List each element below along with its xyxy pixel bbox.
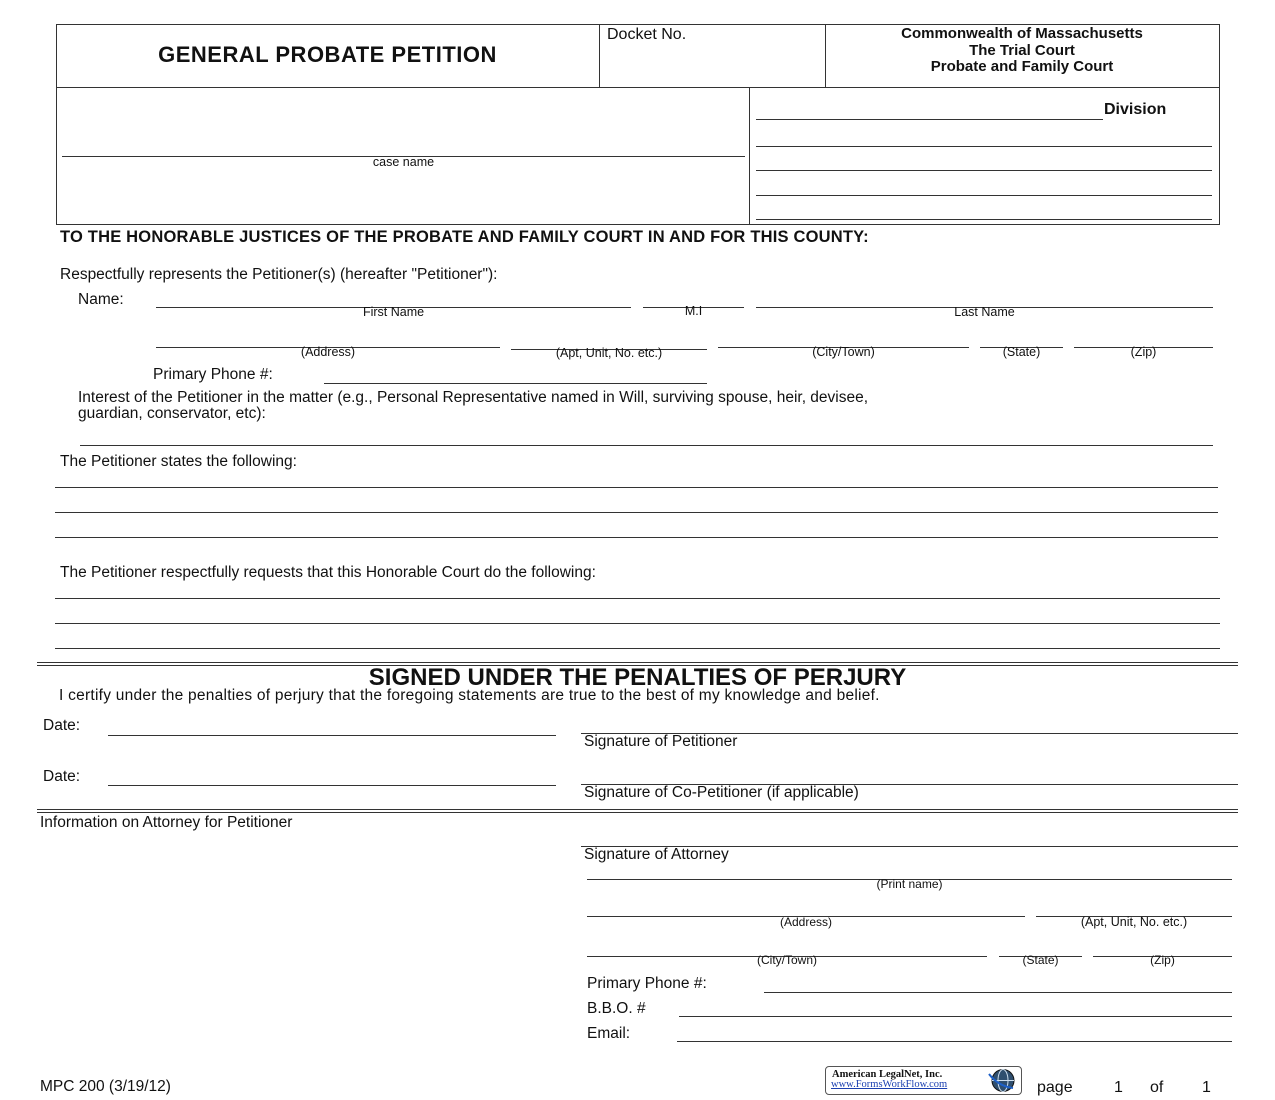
states-line-3[interactable]: [55, 537, 1218, 538]
globe-icon: [986, 1068, 1016, 1098]
attorney-state-caption: (State): [1022, 953, 1059, 967]
case-name-caption: case name: [372, 155, 435, 169]
page-number: 1: [1114, 1079, 1123, 1096]
requests-line-3[interactable]: [55, 648, 1220, 649]
attorney-apt-caption: (Apt, Unit, No. etc.): [1080, 915, 1188, 929]
attorney-bbo-field[interactable]: [679, 1016, 1232, 1017]
attorney-section-label: Information on Attorney for Petitioner: [40, 814, 293, 831]
first-name-caption: First Name: [362, 305, 425, 319]
attorney-email-label: Email:: [587, 1025, 631, 1042]
requests-line-1[interactable]: [55, 598, 1220, 599]
states-line-1[interactable]: [55, 487, 1218, 488]
perjury-heading: SIGNED UNDER THE PENALTIES OF PERJURY: [368, 664, 907, 691]
attorney-address-caption: (Address): [779, 915, 832, 929]
attorney-signature-caption: Signature of Attorney: [584, 846, 729, 863]
interest-field[interactable]: [80, 445, 1213, 446]
attorney-email-field[interactable]: [677, 1041, 1232, 1042]
zip-caption: (Zip): [1130, 345, 1157, 359]
american-legalnet-logo[interactable]: [825, 1066, 1022, 1095]
states-line-2[interactable]: [55, 512, 1218, 513]
city-caption: (City/Town): [812, 345, 875, 359]
logo-company-name: American LegalNet, Inc.: [832, 1069, 943, 1080]
petitioner-phone-label: Primary Phone #:: [153, 366, 273, 383]
date-field-1[interactable]: [108, 735, 556, 736]
page-total: 1: [1202, 1079, 1211, 1096]
court-name-line3: Probate and Family Court: [930, 58, 1114, 75]
last-name-caption: Last Name: [954, 305, 1015, 319]
attorney-phone-label: Primary Phone #:: [587, 975, 707, 992]
perjury-rule-top: [37, 662, 1238, 663]
mi-caption: M.I: [684, 304, 703, 318]
division-field[interactable]: [756, 119, 1103, 120]
attorney-print-name-caption: (Print name): [876, 877, 943, 891]
copetitioner-signature-caption: Signature of Co-Petitioner (if applicable): [584, 784, 859, 801]
petitioner-name-label: Name:: [78, 291, 124, 308]
division-line-5[interactable]: [756, 219, 1212, 220]
represents-text: Respectfully represents the Petitioner(s) (hereafter "Petitioner"):: [60, 266, 498, 283]
apt-caption: (Apt, Unit, No. etc.): [555, 346, 663, 360]
division-line-4[interactable]: [756, 195, 1212, 196]
state-caption: (State): [1002, 345, 1041, 359]
certify-text: I certify under the penalties of perjury that the foregoing statements are true to the best of my knowledge and belief.: [59, 687, 880, 704]
address-to-court: TO THE HONORABLE JUSTICES OF THE PROBATE AND FAMILY COURT IN AND FOR THIS COUNTY:: [60, 228, 869, 246]
header-vdivider-1: [599, 24, 600, 87]
date-field-2[interactable]: [108, 785, 556, 786]
attorney-city-caption: (City/Town): [756, 953, 817, 967]
interest-text-line2: guardian, conservator, etc):: [78, 405, 266, 422]
division-line-3[interactable]: [756, 170, 1212, 171]
requests-line-2[interactable]: [55, 623, 1220, 624]
logo-website-link[interactable]: www.FormsWorkFlow.com: [831, 1079, 948, 1090]
form-id: MPC 200 (3/19/12): [40, 1078, 171, 1095]
header-vdivider-3: [749, 87, 750, 224]
page-word: page: [1037, 1079, 1073, 1096]
attorney-zip-caption: (Zip): [1150, 953, 1175, 967]
of-word: of: [1150, 1079, 1164, 1096]
requests-label: The Petitioner respectfully requests that this Honorable Court do the following:: [60, 564, 596, 581]
date-label-1: Date:: [43, 717, 81, 734]
court-name-line2: The Trial Court: [969, 42, 1075, 59]
petitioner-phone-field[interactable]: [324, 383, 707, 384]
division-line-2[interactable]: [756, 146, 1212, 147]
header-divider: [56, 87, 1219, 88]
states-label: The Petitioner states the following:: [60, 453, 297, 470]
docket-label: Docket No.: [607, 26, 687, 43]
address-caption: (Address): [300, 345, 356, 359]
division-label: Division: [1104, 101, 1167, 118]
form-title: GENERAL PROBATE PETITION: [158, 42, 497, 67]
petitioner-signature-caption: Signature of Petitioner: [584, 733, 738, 750]
attorney-bbo-label: B.B.O. #: [587, 1000, 646, 1017]
attorney-phone-field[interactable]: [764, 992, 1232, 993]
interest-text-line1: Interest of the Petitioner in the matter (e.g., Personal Representative named in Will, surviving spouse, heir, devisee,: [78, 389, 869, 406]
court-name-line1: Commonwealth of Massachusetts: [901, 25, 1143, 42]
date-label-2: Date:: [43, 768, 81, 785]
attorney-rule-top: [37, 809, 1238, 810]
attorney-rule-top-2: [37, 812, 1238, 813]
